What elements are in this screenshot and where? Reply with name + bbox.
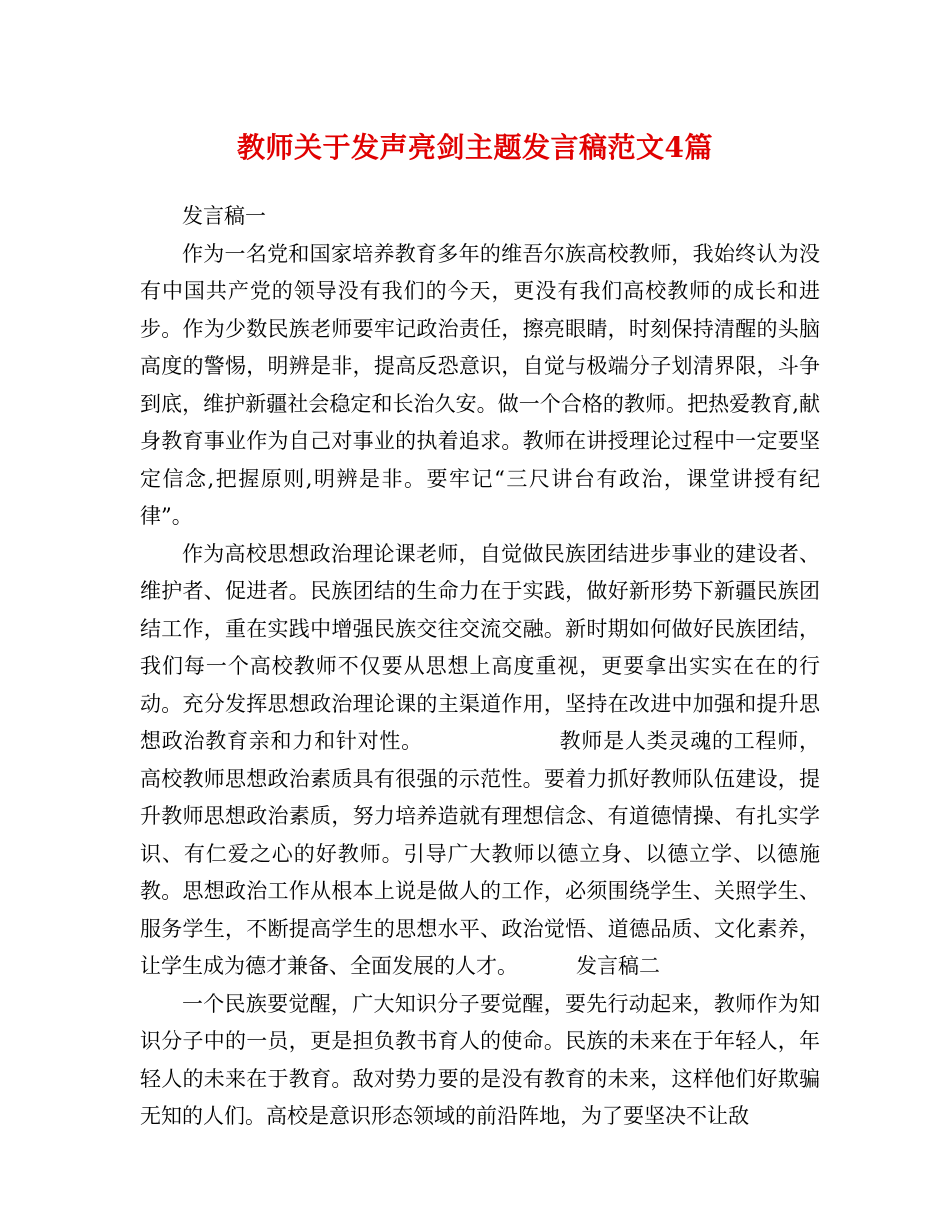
paragraph-1: 作为一名党和国家培养教育多年的维吾尔族高校教师，我始终认为没有中国共产党的领导没有我们的今天，更没有我们高校教师的成长和进步。作为少数民族老师要牢记政治责任，擦亮眼睛，时刻保持清醒的头脑高度的警惕，明辨是非，提高反恐意识，自觉与极端分子划清界限，斗争到底，维护新疆社会稳定和长治久安。做一个合格的教师。把热爱教育,献身教育事业作为自己对事业的执着追求。教师在讲授理论过程中一定要坚定信念,把握原则,明辨是非。要牢记“三尺讲台有政治，课堂讲授有纪律”。 xyxy=(140,241,820,528)
paragraph-2-part-a: 作为高校思想政治理论课老师，自觉做民族团结进步事业的建设者、维护者、促进者。民族团结的生命力在于实践，做好新形势下新疆民族团结工作，重在实践中增强民族交往交流交融。新时期如何做好民族团结，我们每一个高校教师不仅要从思想上高度重视，更要拿出实实在在的行动。充分发挥思想政治理论课的主渠道作用，坚持在改进中加强和提升思想政治教育亲和力和针对性。 xyxy=(140,541,820,753)
paragraph-2 xyxy=(140,536,820,986)
paragraph-2-part-b: 教师是人类灵魂的工程师，高校教师思想政治素质具有很强的示范性。要着力抓好教师队伍建设，提升教师思想政治素质，努力培养造就有理想信念、有道德情操、有扎实学识、有仁爱之心的好教师。引导广大教师以德立身、以德立学、以德施教。思想政治工作从根本上说是做人的工作，必须围绕学生、关照学生、服务学生，不断提高学生的思想水平、政治觉悟、道德品质、文化素养，让学生成为德才兼备、全面发展的人才。 xyxy=(140,729,821,978)
document-title: 教师关于发声亮剑主题发言稿范文4篇 xyxy=(237,131,713,164)
section-heading-1: 发言稿一 xyxy=(182,204,266,228)
paragraph-3: 一个民族要觉醒，广大知识分子要觉醒，要先行动起来，教师作为知识分子中的一员，更是担负教书育人的使命。民族的未来在于年轻人，年轻人的未来在于教育。敌对势力要的是没有教育的未来，这样他们好欺骗无知的人们。高校是意识形态领域的前沿阵地，为了要坚决不让敌 xyxy=(140,991,820,1128)
document-body xyxy=(140,198,820,1136)
section-heading-2: 发言稿二 xyxy=(576,954,660,978)
